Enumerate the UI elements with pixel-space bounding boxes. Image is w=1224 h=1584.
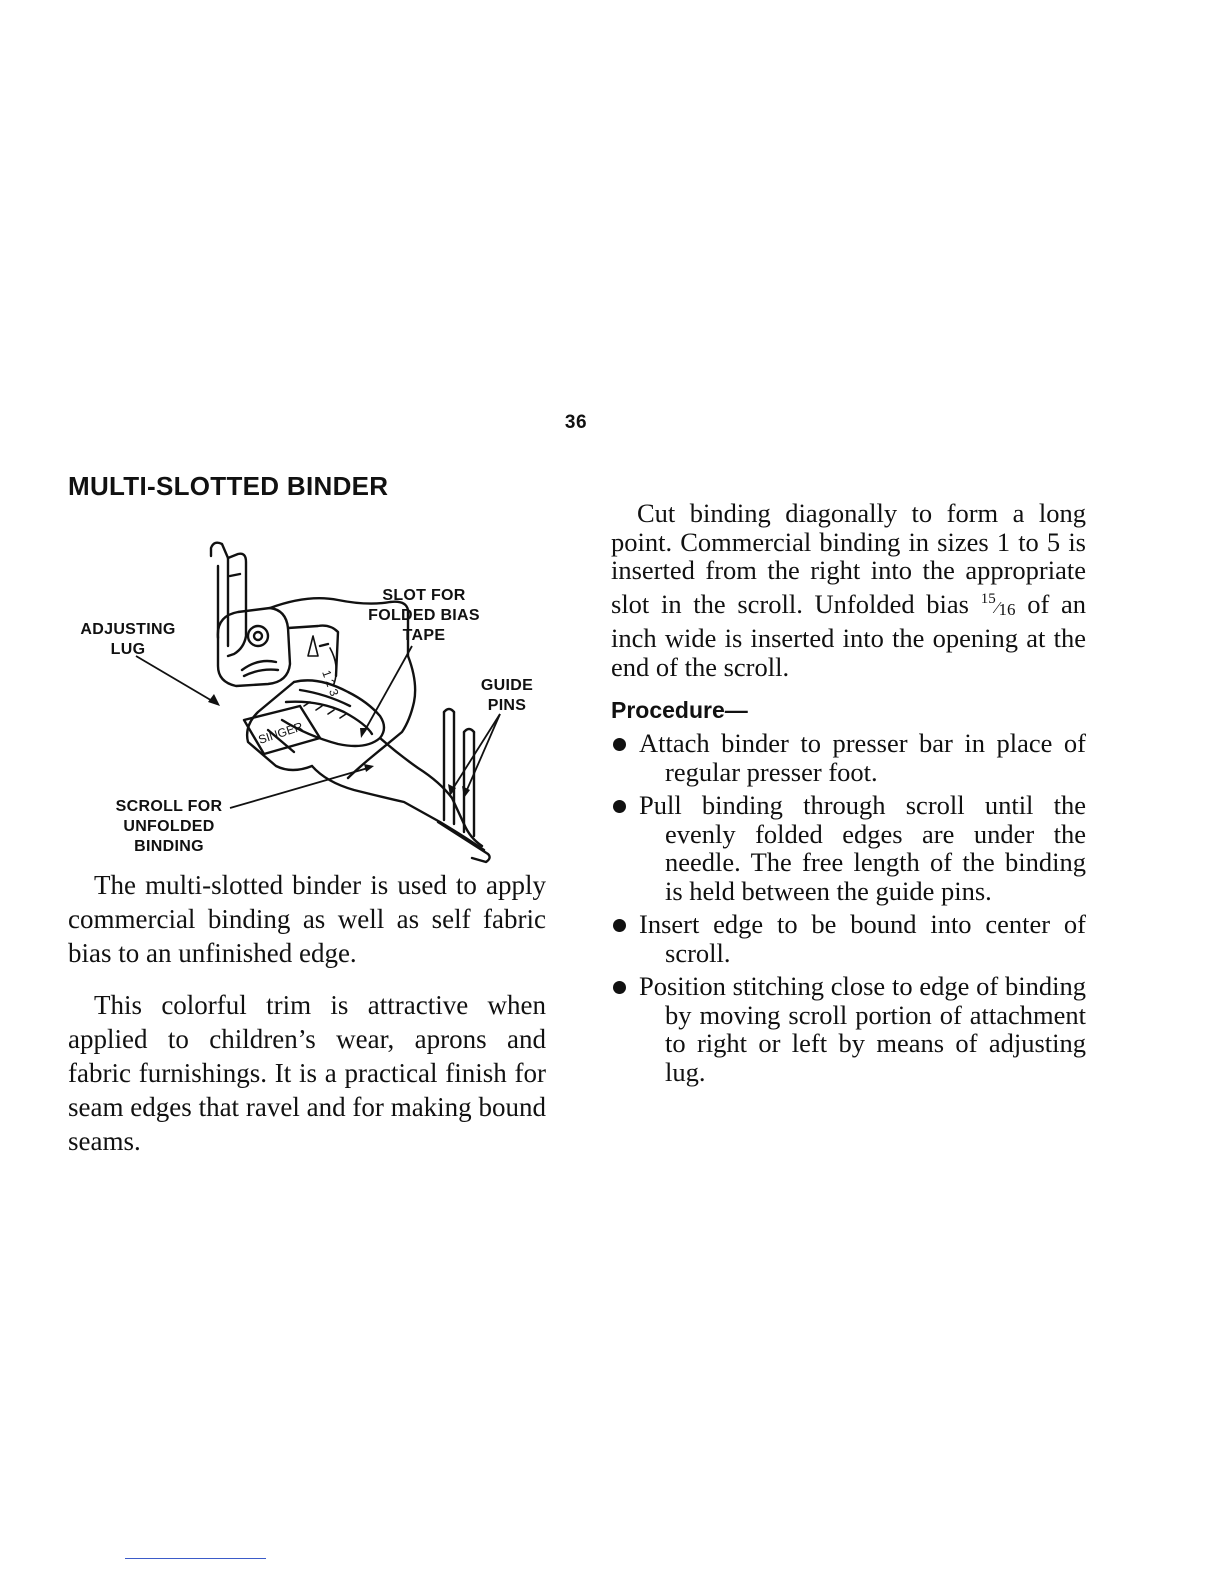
callout-slot-for-folded-bias-tape: SLOT FOR FOLDED BIAS TAPE [368,587,480,644]
binder-illustration [68,506,546,866]
leader-adjusting-lug [136,656,214,702]
procedure-step [611,791,1086,905]
procedure-step [611,972,1086,1086]
step-text: Position stitching close to edge of binding by moving scroll portion of attachment to right or left by means of adjusting lug. [639,971,1086,1087]
procedure-list [611,729,1086,1086]
cut-text-after: of an inch wide is inserted into the opening at the end of the scroll. [611,588,1086,682]
fraction-denominator: 16 [998,599,1016,619]
guide-pin-left [444,712,454,824]
section-title: MULTI-SLOTTED BINDER [68,471,389,501]
cut-text-before: Cut binding diagonally to form a long point. Commercial binding in sizes 1 to 5 is inserted from the right into the appropriate slot in the scroll. Unfolded bias [611,498,1086,619]
procedure-heading: Procedure— [611,697,748,723]
bullet-icon [613,738,626,751]
procedure-step [611,910,1086,967]
leader-slot [364,646,412,732]
right-column [611,499,1086,1091]
bullet-icon [613,981,626,994]
step-text: Insert edge to be bound into center of scroll. [639,909,1086,968]
intro-paragraph: The multi-slotted binder is used to apply commercial binding as well as self fabric bias to an unfinished edge. [68,870,546,968]
left-column [68,470,546,1158]
usage-paragraph: This colorful trim is attractive when applied to children’s wear, aprons and fabric furnishings. It is a practical finish for seam edges that ravel and for making bound seams. [68,990,546,1156]
leader-guide-pin-a [466,714,500,792]
footer-rule [125,1558,266,1559]
singer-brand-text: SINGER [256,719,305,747]
procedure-step [611,729,1086,786]
step-text: Pull binding through scroll until the evenly folded edges are under the needle. The free length of the binding is held between the guide pins. [639,790,1086,906]
step-text: Attach binder to presser bar in place of regular presser foot. [639,728,1086,787]
svg-text:1 2 3: 1 2 3 [319,668,342,699]
bullet-icon [613,800,626,813]
callout-scroll-for-unfolded-binding: SCROLL FOR UNFOLDED BINDING [115,798,223,855]
cut-binding-paragraph [611,499,1086,681]
fraction-numerator: 15 [980,590,996,607]
fraction-fifteen-sixteenths: $^{15}⁄_{16}$ [980,590,1016,619]
bullet-icon [613,919,626,932]
callout-adjusting-lug: ADJUSTING LUG [80,621,176,658]
page-number: 36 [564,412,588,433]
callout-guide-pins: GUIDE PINS [480,677,534,714]
